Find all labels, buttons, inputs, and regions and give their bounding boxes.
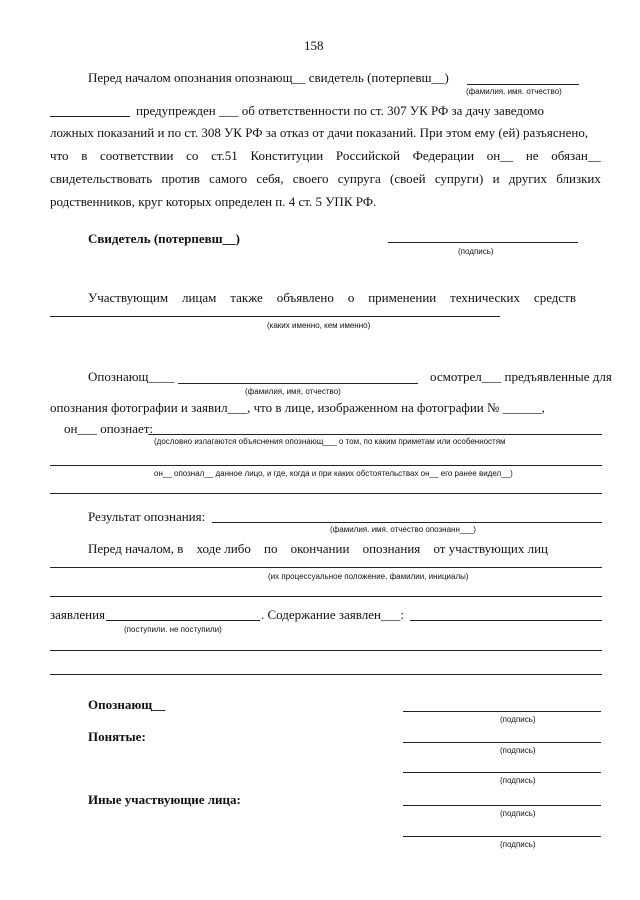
intro-line-4 [50,148,601,164]
word: средств [533,290,576,305]
caption-technical-means: (каких именно, кем именно) [267,321,371,330]
word: соответствии [100,148,174,163]
word: самого [209,171,248,186]
caption-signature: (подпись) [500,715,536,724]
name-blank-line [50,116,130,117]
intro-line-2: предупрежден ___ об ответственности по ст. 307 УК РФ за дачу заведомо [136,103,544,118]
caption-signature: (подпись) [458,247,494,256]
participants-blank-line-2[interactable] [50,596,602,597]
statement-blank-line-1[interactable] [50,650,602,651]
attesting-signature-line-2[interactable] [403,772,601,773]
word: лицам [181,290,217,305]
statements-received-line[interactable] [106,620,260,621]
word: со [186,148,199,163]
word: применении [368,290,437,305]
witness-label: Свидетель (потерпевш__) [88,231,240,246]
word: Участвующим [88,290,169,305]
caption-result: (фамилия. имя. отчество опознанн___) [330,525,476,534]
word: своего [292,171,329,186]
intro-line-6: родственников, круг которых определен п. 4 ст. 5 УПК РФ. [50,194,377,209]
word: против [161,171,200,186]
caption-explanation-2: он__ опознал__ данное лицо, и где, когда и при каких обстоятельствах он__ его ранее видел__) [154,469,513,478]
statements-label: заявления [50,607,106,622]
technical-means-line [88,290,576,306]
word: других [508,171,547,186]
explanation-blank-line-2[interactable] [50,493,602,494]
word: Федерации [412,148,475,163]
word: окончании [290,541,350,556]
word: в [81,148,88,163]
caption-fio: (фамилия. имя. отчество) [466,87,562,96]
identifying-line-2: опознания фотографии и заявил___, что в лице, изображенном на фотографии № ______, [50,400,545,415]
caption-participants: (их процессуальное положение, фамилии, инициалы) [268,572,469,581]
caption-explanation: (дословно излагаются объяснения опознающ___ о том, по каким приметам или особенностям [154,437,506,446]
word: Российской [335,148,400,163]
word: обязан__ [551,148,601,163]
word: ходе либо [196,541,251,556]
attesting-witnesses-label: Понятые: [88,729,146,744]
word: он__ [486,148,514,163]
attesting-signature-line-1[interactable] [403,742,601,743]
intro-line-3: ложных показаний и по ст. 308 УК РФ за отказ от дачи показаний. При этом ему (ей) разъяснено, [50,125,589,140]
word: Конституции [250,148,324,163]
other-signature-line-1[interactable] [403,805,601,806]
identifier-sign-label: Опознающ__ [88,697,166,712]
caption-signature: (подпись) [500,840,536,849]
other-signature-line-2[interactable] [403,836,601,837]
word: опознания [362,541,421,556]
fio-blank-line [467,84,579,85]
word: также [230,290,263,305]
caption-signature: (подпись) [500,746,536,755]
identifies-blank-line[interactable] [148,434,602,435]
caption-signature: (подпись) [500,776,536,785]
participants-blank-line[interactable] [50,567,602,568]
caption-signature: (подпись) [500,809,536,818]
word: (своей [390,171,426,186]
word: от участвующих лиц [433,541,548,556]
intro-line-5 [50,171,601,187]
word: что [50,148,69,163]
word: ст.51 [211,148,238,163]
identifying-fio-line[interactable] [178,383,418,384]
statement-blank-line-2[interactable] [50,674,602,675]
statement-content-line[interactable] [410,620,602,621]
identifying-line-3: он___ опознает: [64,421,154,436]
result-label: Результат опознания: [88,509,206,524]
caption-received: (поступили. не поступили) [124,625,222,634]
word: технических [450,290,521,305]
word: по [264,541,278,556]
word: свидетельствовать [50,171,153,186]
other-participants-label: Иные участвующие лица: [88,792,241,807]
word: не [525,148,539,163]
identifier-signature-line[interactable] [403,711,601,712]
word: близких [556,171,601,186]
word: и [492,171,500,186]
word: объявлено [276,290,334,305]
explanation-blank-line[interactable] [50,465,602,466]
identifying-right-text: осмотрел___ предъявленные для [430,369,612,384]
intro-line-1: Перед началом опознания опознающ__ свидетель (потерпевш__) [88,70,449,85]
witness-signature-line[interactable] [388,242,578,243]
statements-line-1 [88,541,548,557]
word: Перед началом, в [88,541,184,556]
identifying-label: Опознающ____ [88,369,175,384]
statement-content-label: . Содержание заявлен___: [261,607,405,622]
technical-means-blank-line[interactable] [50,316,500,317]
caption-fio: (фамилия, имя, отчество) [245,387,341,396]
page-number: 158 [304,38,324,53]
word: супруга [337,171,381,186]
word: супруги) [434,171,484,186]
result-blank-line[interactable] [212,522,602,523]
word: себя, [256,171,284,186]
word: о [347,290,355,305]
